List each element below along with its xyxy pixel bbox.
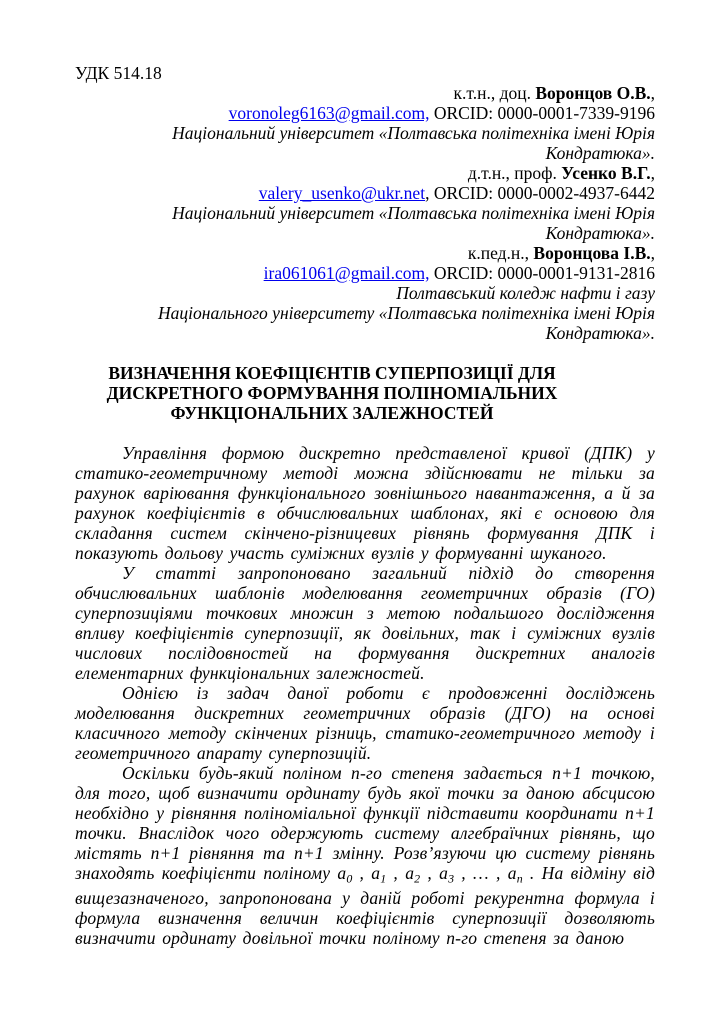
title-line: ФУНКЦІОНАЛЬНИХ ЗАЛЕЖНОСТЕЙ xyxy=(170,403,494,423)
text-segment: , xyxy=(420,863,440,883)
text-segment: Воронцова І.В. xyxy=(533,243,651,263)
author-line xyxy=(75,123,655,143)
title-line: ДИСКРЕТНОГО ФОРМУВАННЯ ПОЛІНОМІАЛЬНИХ xyxy=(106,383,558,403)
text-segment: , xyxy=(386,863,406,883)
text-segment: У статті запропоновано загальний підхід до створення обчислювальних шаблонів моделювання геометричних образів (ГО) суперпозиціями точкових множин з метою подальшого дослідження впливу коефіцієнтів суперпозиції, як довільних, так і суміжних вузлів числових послідовностей на формування дискретних аналогів елементарних функціональних залежностей. xyxy=(75,563,655,683)
author-line xyxy=(75,323,655,343)
email-link[interactable]: ira061061@gmail.com, xyxy=(263,263,430,283)
author-line xyxy=(75,223,655,243)
article-title xyxy=(75,363,589,423)
text-segment: Усенко В.Г. xyxy=(561,163,651,183)
text-segment: . На відміну від вищезазначеного, запропонована у даній роботі рекурентна формула і формула визначення величин коефіцієнтів суперпозиції дозволяють визначити ординату довільної точки поліному n-го степеня за даною xyxy=(75,863,655,949)
text-segment: к.пед.н., xyxy=(467,243,534,263)
text-segment: Воронцов О.В. xyxy=(535,83,651,103)
text-segment: Оскільки будь-який поліном n-го степеня задається n+1 точкою, для того, щоб визначити ординату будь якої точки за даною абсцисою необхідно у рівняння поліноміальної функції підставити координати n+1 точки. Внаслідок чого одержують систему алгебраїчних рівнянь, що містять n+1 рівняння та n+1 змінну. Розв’язуючи цю систему рівнянь знаходять коефіцієнти поліному xyxy=(75,763,655,883)
text-segment: Кондратюка». xyxy=(545,143,655,163)
author-line xyxy=(75,203,655,223)
paragraph xyxy=(75,763,655,948)
author-line xyxy=(75,83,655,103)
author-line xyxy=(75,263,655,283)
author-line xyxy=(75,143,655,163)
text-segment: a xyxy=(371,863,381,883)
subscript: 1 xyxy=(380,871,387,886)
author-line xyxy=(75,243,655,263)
text-segment: , … , xyxy=(454,863,508,883)
paragraph xyxy=(75,563,655,683)
subscript: 2 xyxy=(414,871,421,886)
text-segment: Полтавський коледж нафти і газу xyxy=(396,283,655,303)
text-segment: Національного університету «Полтавська політехніка імені Юрія xyxy=(158,303,655,323)
udc-code: УДК 514.18 xyxy=(75,63,162,83)
text-segment: к.т.н., доц. xyxy=(453,83,536,103)
paragraph xyxy=(75,683,655,763)
subscript: n xyxy=(516,871,523,886)
text-segment: Кондратюка». xyxy=(545,223,655,243)
text-segment: ORCID: 0000-0001-7339-9196 xyxy=(429,103,655,123)
paragraph xyxy=(75,443,655,563)
author-line xyxy=(75,303,655,323)
text-segment: , xyxy=(650,163,655,183)
authors-block xyxy=(75,83,655,343)
text-segment: , xyxy=(650,243,655,263)
subscript: 0 xyxy=(346,871,353,886)
text-segment: a xyxy=(405,863,415,883)
text-segment: Управління формою дискретно представленої кривої (ДПК) у статико-геометричному методі можна здійснювати не тільки за рахунок варіювання функціонального зовнішнього навантаження, а й за рахунок коефіцієнтів в обчислювальних шаблонах, які є основою для складання систем скінчено-різницевих рівнянь формування ДПК і показують дольову участь суміжних вузлів у формуванні шуканого. xyxy=(75,443,655,563)
text-segment: , xyxy=(650,83,655,103)
author-line xyxy=(75,163,655,183)
text-segment: a xyxy=(439,863,449,883)
text-segment: a xyxy=(507,863,517,883)
email-link[interactable]: voronoleg6163@gmail.com, xyxy=(228,103,430,123)
article-abstract xyxy=(75,443,655,948)
text-segment: , ORCID: 0000-0002-4937-6442 xyxy=(425,183,655,203)
text-segment: Однією із задач даної роботи є продовженні досліджень моделювання дискретних геометричних образів (ДГО) на основі класичного методу скінчених різниць, статико-геометричного методу і геометричного апарату суперпозицій. xyxy=(75,683,655,763)
email-link[interactable]: valery_usenko@ukr.net xyxy=(258,183,426,203)
text-segment: ORCID: 0000-0001-9131-2816 xyxy=(429,263,655,283)
text-segment: , xyxy=(352,863,372,883)
subscript: 3 xyxy=(448,871,455,886)
text-segment: Національний університет «Полтавська політехніка імені Юрія xyxy=(172,203,655,223)
text-segment: Кондратюка». xyxy=(545,323,655,343)
author-line xyxy=(75,183,655,203)
title-line: ВИЗНАЧЕННЯ КОЕФІЦІЄНТІВ СУПЕРПОЗИЦІЇ ДЛЯ xyxy=(108,363,556,383)
text-segment: a xyxy=(337,863,347,883)
text-segment: д.т.н., проф. xyxy=(467,163,562,183)
text-segment: Національний університет «Полтавська політехніка імені Юрія xyxy=(172,123,655,143)
author-line xyxy=(75,103,655,123)
author-line xyxy=(75,283,655,303)
